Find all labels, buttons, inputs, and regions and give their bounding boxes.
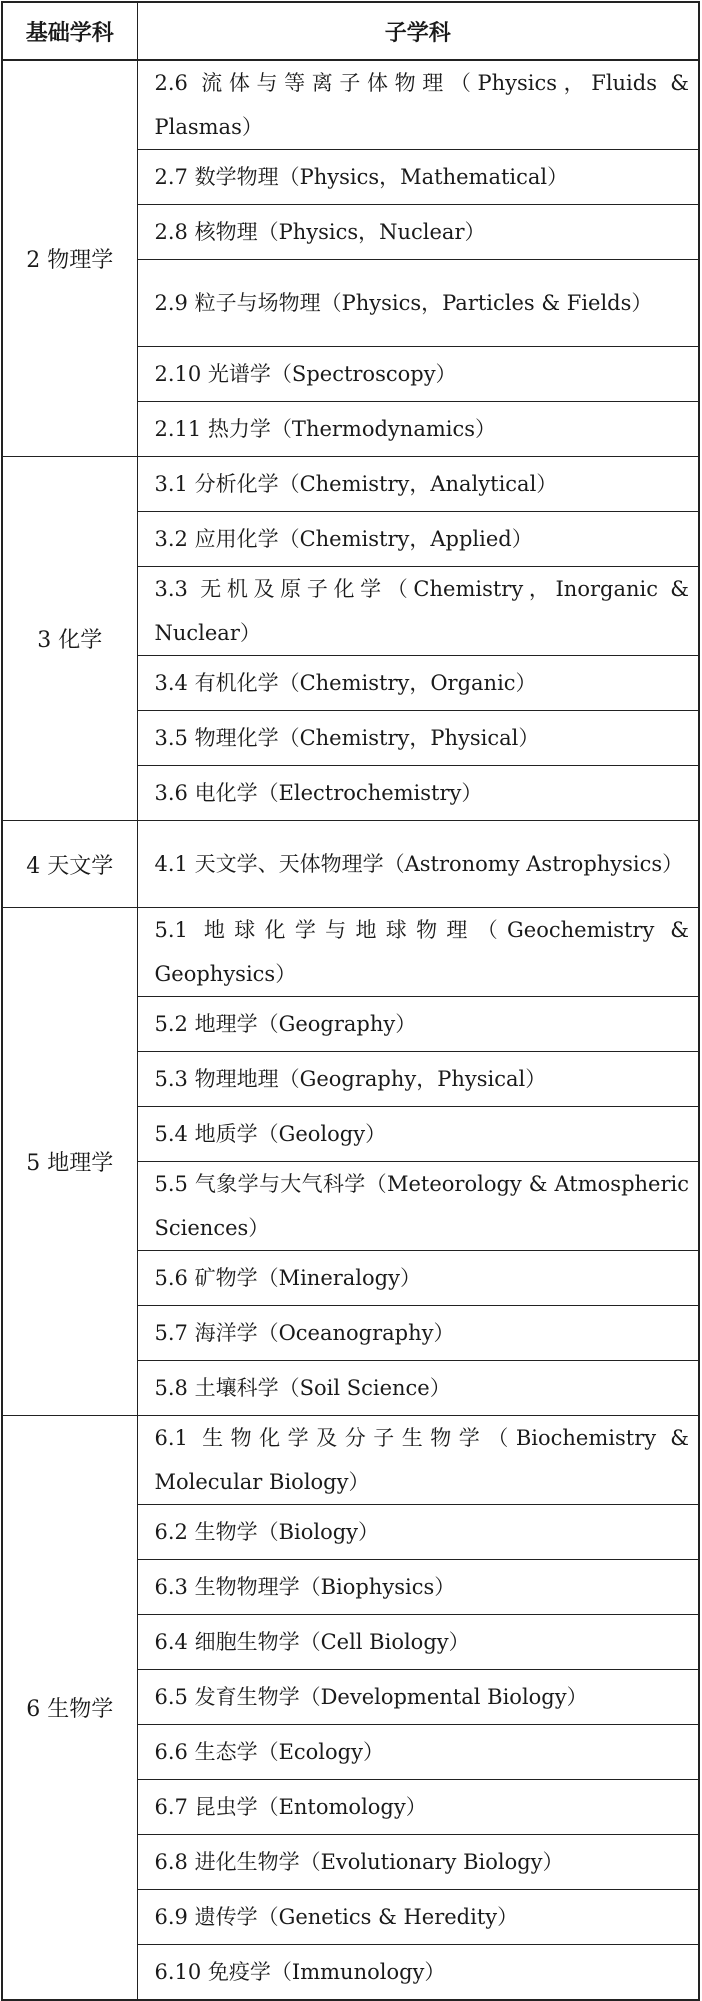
table-row — [2, 457, 699, 512]
table-row — [2, 60, 699, 150]
header-row — [2, 2, 699, 60]
sub-subject-cell: 6.1 生物化学及分子生物学（Biochemistry & Molecular Biology） — [137, 1416, 699, 1505]
sub-subject-cell: 3.3 无机及原子化学（Chemistry，Inorganic & Nuclear） — [137, 567, 699, 656]
sub-subject-cell: 5.6 矿物学（Mineralogy） — [137, 1251, 699, 1306]
sub-subject-cell: 6.4 细胞生物学（Cell Biology） — [137, 1615, 699, 1670]
table-row — [2, 908, 699, 997]
table-row — [2, 1416, 699, 1505]
sub-subject-cell: 6.2 生物学（Biology） — [137, 1505, 699, 1560]
sub-subject-cell: 2.10 光谱学（Spectroscopy） — [137, 347, 699, 402]
subject-table — [1, 1, 700, 2001]
basic-subject-cell: 5 地理学 — [2, 908, 137, 1416]
sub-subject-cell: 2.7 数学物理（Physics，Mathematical） — [137, 150, 699, 205]
sub-subject-cell: 5.1 地球化学与地球物理（Geochemistry & Geophysics） — [137, 908, 699, 997]
header-basic-subject: 基础学科 — [2, 2, 137, 60]
sub-subject-cell: 5.7 海洋学（Oceanography） — [137, 1306, 699, 1361]
sub-subject-cell: 6.8 进化生物学（Evolutionary Biology） — [137, 1835, 699, 1890]
sub-subject-cell: 6.7 昆虫学（Entomology） — [137, 1780, 699, 1835]
sub-subject-cell: 5.2 地理学（Geography） — [137, 997, 699, 1052]
sub-subject-cell: 6.6 生态学（Ecology） — [137, 1725, 699, 1780]
table-row — [2, 821, 699, 908]
sub-subject-cell: 6.9 遗传学（Genetics & Heredity） — [137, 1890, 699, 1945]
sub-subject-cell: 2.9 粒子与场物理（Physics，Particles & Fields） — [137, 260, 699, 347]
sub-subject-cell: 3.2 应用化学（Chemistry，Applied） — [137, 512, 699, 567]
basic-subject-cell: 6 生物学 — [2, 1416, 137, 2000]
basic-subject-cell: 4 天文学 — [2, 821, 137, 908]
sub-subject-cell: 5.3 物理地理（Geography，Physical） — [137, 1052, 699, 1107]
basic-subject-cell: 3 化学 — [2, 457, 137, 821]
header-sub-subject: 子学科 — [137, 2, 699, 60]
sub-subject-cell: 2.6 流体与等离子体物理（Physics，Fluids & Plasmas） — [137, 60, 699, 150]
sub-subject-cell: 5.4 地质学（Geology） — [137, 1107, 699, 1162]
sub-subject-cell: 5.5 气象学与大气科学（Meteorology & Atmospheric Sciences） — [137, 1162, 699, 1251]
basic-subject-cell: 2 物理学 — [2, 60, 137, 457]
sub-subject-cell: 6.5 发育生物学（Developmental Biology） — [137, 1670, 699, 1725]
sub-subject-cell: 6.3 生物物理学（Biophysics） — [137, 1560, 699, 1615]
sub-subject-cell: 3.5 物理化学（Chemistry，Physical） — [137, 711, 699, 766]
sub-subject-cell: 6.10 免疫学（Immunology） — [137, 1945, 699, 2000]
sub-subject-cell: 2.8 核物理（Physics，Nuclear） — [137, 205, 699, 260]
sub-subject-cell: 3.6 电化学（Electrochemistry） — [137, 766, 699, 821]
sub-subject-cell: 5.8 土壤科学（Soil Science） — [137, 1361, 699, 1416]
sub-subject-cell: 3.1 分析化学（Chemistry，Analytical） — [137, 457, 699, 512]
sub-subject-cell: 3.4 有机化学（Chemistry，Organic） — [137, 656, 699, 711]
sub-subject-cell: 2.11 热力学（Thermodynamics） — [137, 402, 699, 457]
sub-subject-cell: 4.1 天文学、天体物理学（Astronomy Astrophysics） — [137, 821, 699, 908]
